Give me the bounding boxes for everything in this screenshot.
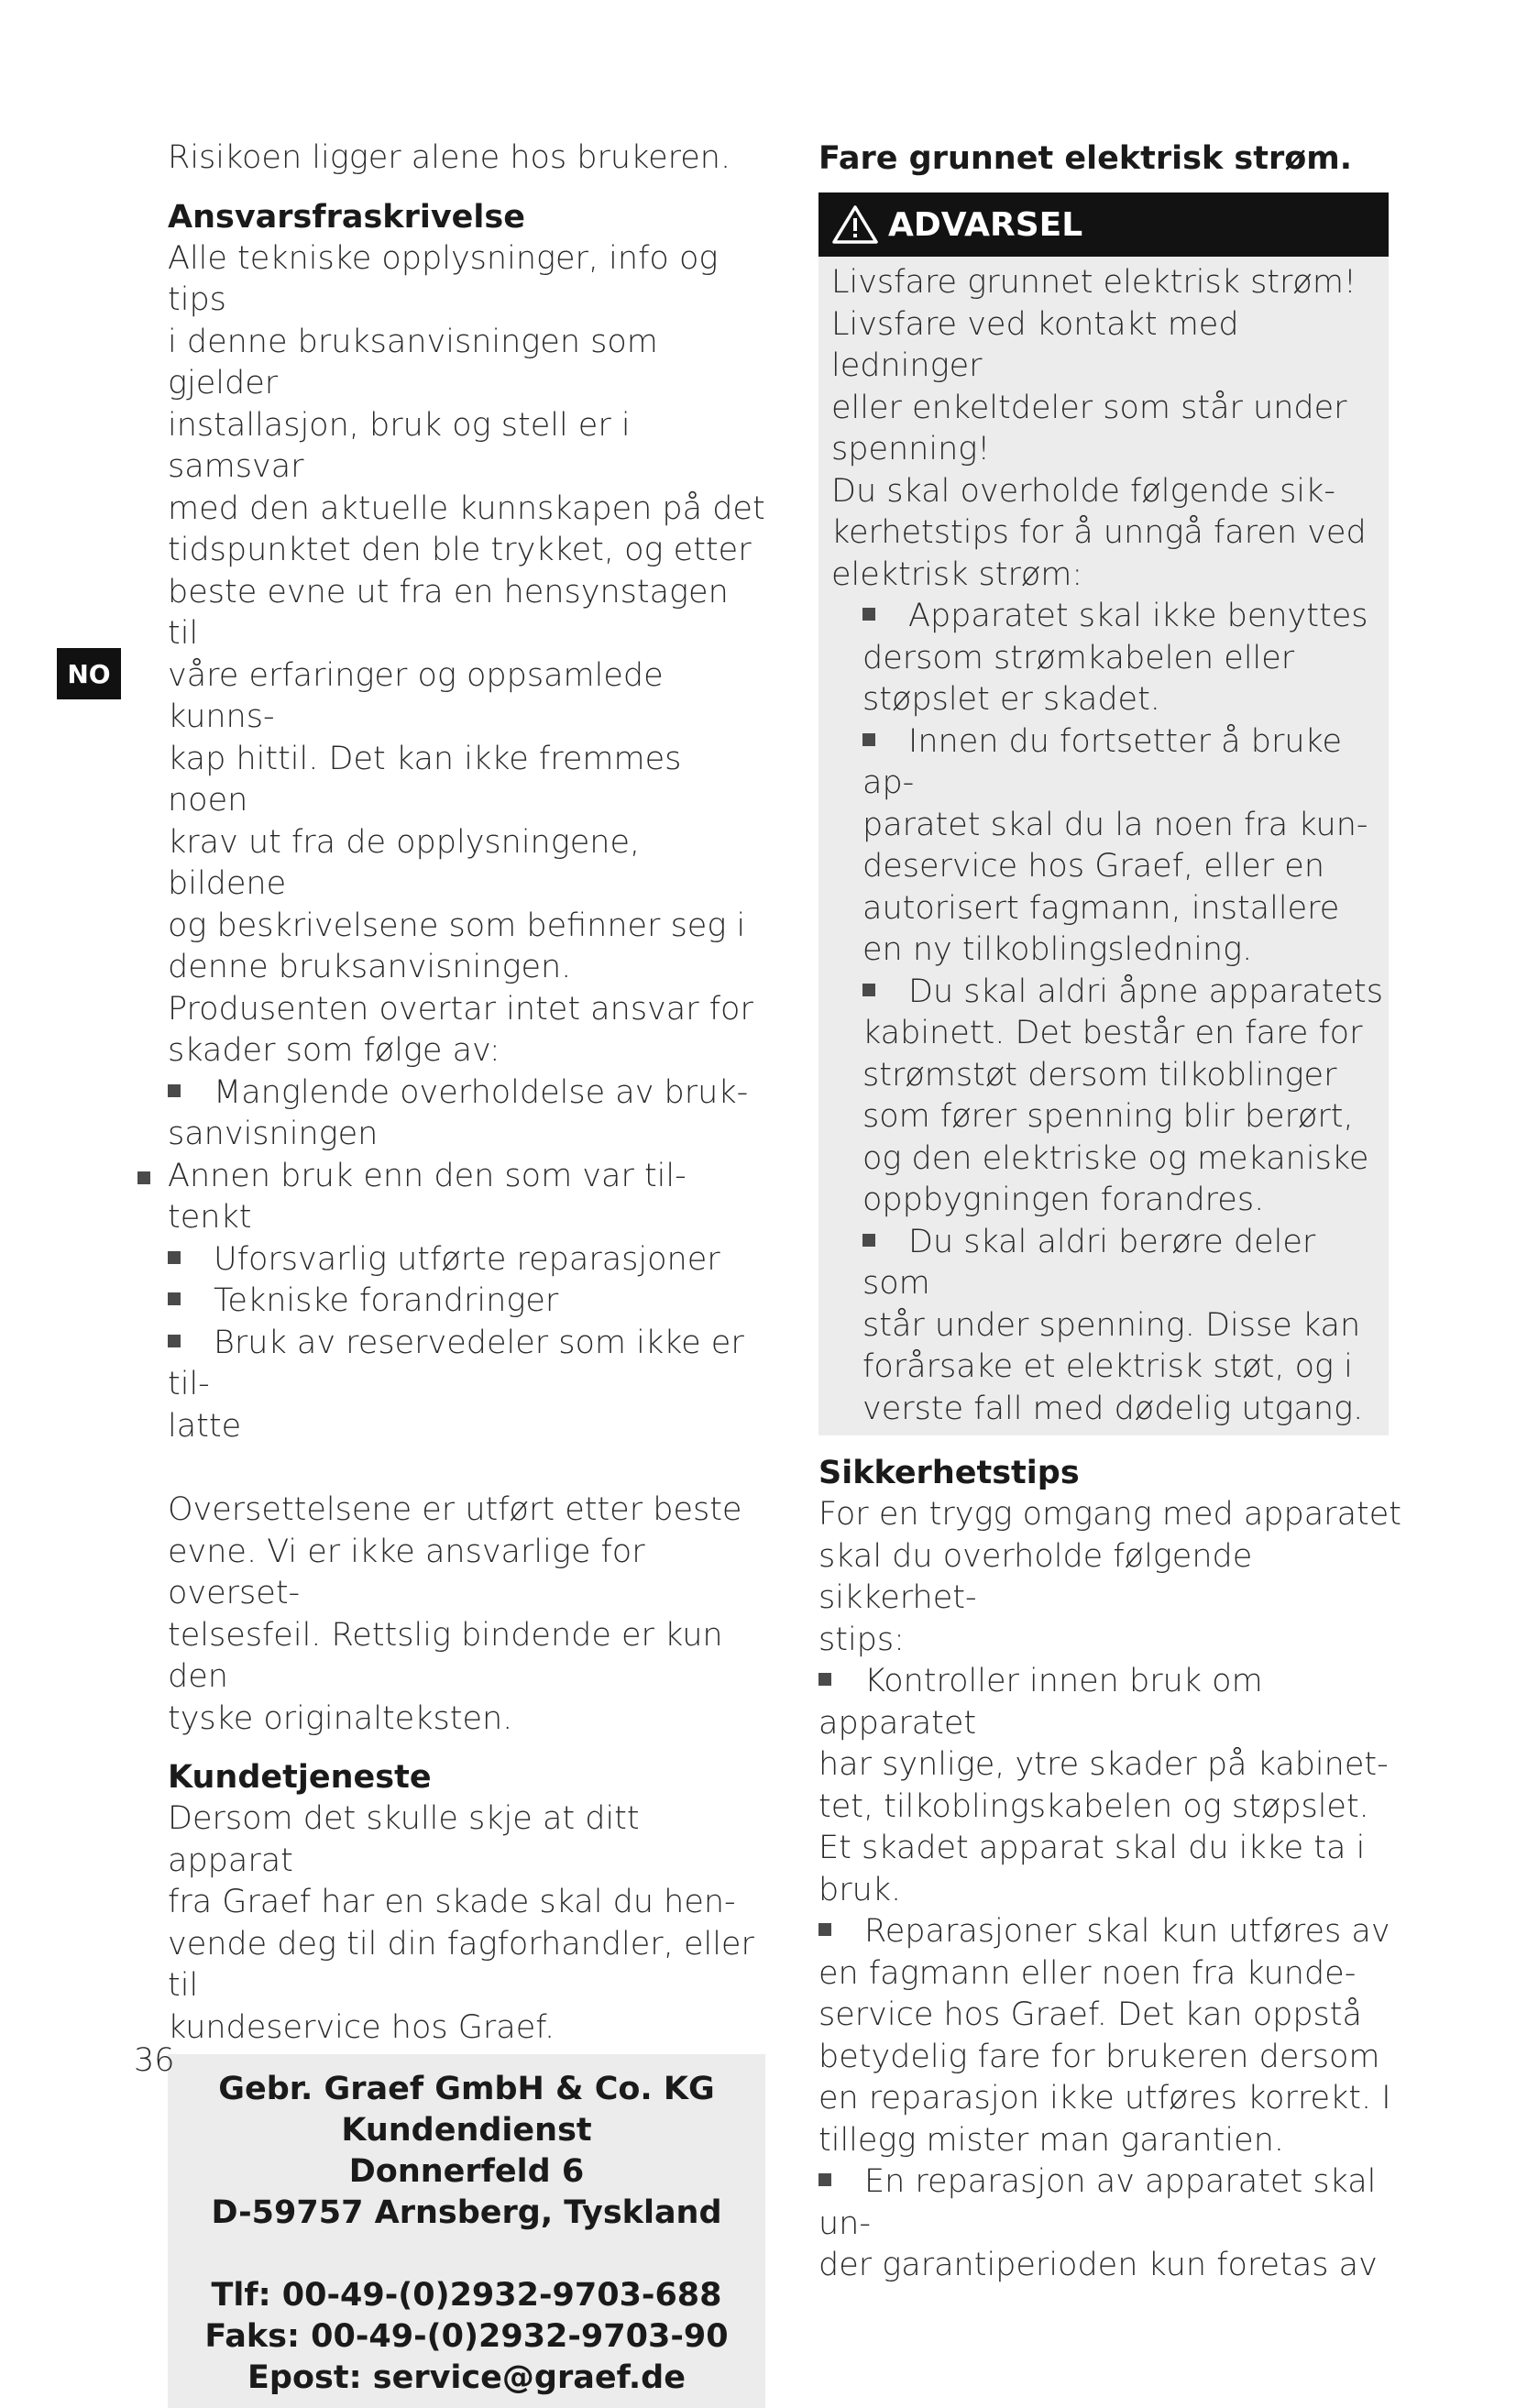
list-item-continued: der garantiperioden kun foretas av <box>818 2247 1378 2283</box>
list-item-continued: som fører spenning blir berørt, <box>862 1098 1354 1135</box>
square-bullet-icon <box>862 1234 875 1247</box>
text-line: beste evne ut fra en hensynstagen til <box>168 573 729 652</box>
disclaimer-heading: Ansvarsfraskrivelse <box>168 198 525 236</box>
list-item-continued: betydelig fare for brukeren dersom <box>818 2038 1380 2075</box>
list-item-continued: deservice hos Graef, eller en <box>862 848 1325 885</box>
phone-number: Tlf: 00-49-(0)2932-9703-688 <box>211 2277 722 2314</box>
warning-triangle-icon <box>831 204 879 245</box>
square-bullet-icon <box>818 1923 831 1936</box>
page-number: 36 <box>134 2042 175 2079</box>
danger-heading: Fare grunnet elektrisk strøm. <box>818 140 1353 177</box>
warning-body <box>818 257 1389 1435</box>
list-item: En reparasjon av apparatet skal un- <box>818 2163 1377 2242</box>
text-line: denne bruksanvisningen. <box>168 949 572 985</box>
service-heading: Kundetjeneste <box>168 1759 432 1796</box>
list-item-continued: forårsake et elektrisk støt, og i <box>862 1348 1353 1385</box>
email-address[interactable]: Epost: service@graef.de <box>247 2359 686 2396</box>
list-item-continued: strømstøt dersom tilkoblinger <box>862 1056 1337 1094</box>
list-item: Kontroller innen bruk om apparatet <box>818 1663 1263 1742</box>
text-line: krav ut fra de opplysningene, bildene <box>168 823 641 902</box>
list-item: Bruk av reservedeler som ikke er til- <box>168 1324 744 1402</box>
warning-box <box>818 192 1389 1435</box>
translation-note <box>168 1490 765 1740</box>
square-bullet-icon <box>168 1335 181 1347</box>
list-item-continued: oppbygningen forandres. <box>862 1182 1265 1218</box>
square-bullet-icon <box>168 1251 181 1264</box>
square-bullet-icon <box>137 1171 150 1184</box>
list-item-continued: dersom strømkabelen eller <box>862 639 1295 676</box>
text-line: telsesfeil. Rettslig bindende er kun den <box>168 1616 723 1695</box>
list-item-continued: paratet skal du la noen fra kun- <box>862 806 1368 843</box>
left-column <box>168 137 765 2408</box>
text-line: fra Graef har en skade skal du hen- <box>168 1884 736 1920</box>
list-item-continued: og den elektriske og mekaniske <box>862 1139 1369 1177</box>
list-item-continued: en reparasjon ikke utføres korrekt. I <box>818 2080 1391 2117</box>
list-item-continued: autorisert fagmann, installere <box>862 889 1340 927</box>
text-line: våre erfaringer og oppsamlede kunns- <box>168 656 664 735</box>
liability-list <box>168 1072 765 1448</box>
text-line: Livsfare ved kontakt med ledninger <box>831 305 1239 384</box>
text-line: Dersom det skulle skje at ditt apparat <box>168 1800 640 1879</box>
square-bullet-icon <box>862 733 875 746</box>
text-line: vende deg til din fagforhandler, eller til <box>168 1925 754 2004</box>
list-item: Reparasjoner skal kun utføres av <box>818 1911 1414 1953</box>
city-address: D-59757 Arnsberg, Tyskland <box>211 2194 722 2231</box>
text-line: kap hittil. Det kan ikke fremmes noen <box>168 740 682 819</box>
square-bullet-icon <box>168 1084 181 1097</box>
safety-heading: Sikkerhetstips <box>818 1455 1080 1491</box>
text-line: eller enkeltdeler som står under <box>831 389 1347 426</box>
list-item-continued: tet, tilkoblingskabelen og støpslet. <box>818 1787 1369 1825</box>
list-item-continued: verste fall med dødelig utgang. <box>862 1390 1364 1427</box>
safety-intro <box>818 1494 1414 1661</box>
text-line: Du skal overholde følgende sik- <box>831 472 1335 510</box>
text-line: Alle tekniske opplysninger, info og tips <box>168 239 719 318</box>
square-bullet-icon <box>862 608 875 621</box>
safety-list <box>818 1661 1414 2287</box>
text-line: installasjon, bruk og stell er i samsvar <box>168 406 631 485</box>
text-line: Livsfare grunnet elektrisk strøm! <box>831 264 1357 301</box>
fax-number: Faks: 00-49-(0)2932-9703-90 <box>204 2318 729 2355</box>
square-bullet-icon <box>818 2173 831 2186</box>
list-item: Annen bruk enn den som var til- <box>168 1156 765 1198</box>
list-item: Uforsvarlig utførte reparasjoner <box>168 1239 765 1281</box>
list-item-continued: Et skadet apparat skal du ikke ta i <box>818 1830 1366 1866</box>
disclaimer-body <box>168 238 765 1072</box>
list-item-continued: støpslet er skadet. <box>862 681 1160 718</box>
text-line: elektrisk strøm: <box>831 555 1083 593</box>
list-item: Manglende overholdelse av bruk- <box>168 1072 765 1115</box>
text-line: i denne bruksanvisningen som gjelder <box>168 323 658 401</box>
list-item-continued: kabinett. Det består en fare for <box>862 1015 1363 1051</box>
list-item-continued: står under spenning. Disse kan <box>862 1306 1361 1344</box>
list-item-continued: tillegg mister man garantien. <box>818 2121 1284 2159</box>
text-line: med den aktuelle kunnskapen på det <box>168 489 765 527</box>
list-item-continued: tenkt <box>168 1199 252 1236</box>
square-bullet-icon <box>168 1292 181 1305</box>
service-body <box>168 1798 765 2049</box>
text-line: evne. Vi er ikke ansvarlige for overset- <box>168 1533 645 1611</box>
text-line: skal du overholde følgende sikkerhet- <box>818 1537 1253 1616</box>
list-item-continued: latte <box>168 1407 242 1445</box>
text-line: og beskrivelsene som befinner seg i <box>168 907 746 944</box>
text-line: tyske originalteksten. <box>168 1699 513 1737</box>
square-bullet-icon <box>862 984 875 996</box>
text-line: skader som følge av: <box>168 1032 500 1069</box>
list-item-continued: bruk. <box>818 1871 902 1908</box>
text-line: spenning! <box>831 431 991 467</box>
text-line: stips: <box>818 1621 905 1658</box>
intro-text: Risikoen ligger alene hos brukeren. <box>168 139 731 176</box>
warning-header <box>818 192 1389 257</box>
department: Kundendienst <box>341 2112 592 2149</box>
list-item-continued: har synlige, ytre skader på kabinet- <box>818 1746 1389 1783</box>
list-item: Apparatet skal ikke benyttes <box>862 596 1389 638</box>
company-name: Gebr. Graef GmbH & Co. KG <box>218 2071 715 2107</box>
text-line: kundeservice hos Graef. <box>168 2008 555 2046</box>
list-item: Du skal aldri berøre deler som <box>862 1223 1316 1302</box>
right-column <box>818 137 1414 2287</box>
list-item-continued: sanvisningen <box>168 1116 379 1152</box>
text-line: Produsenten overtar intet ansvar for <box>168 990 753 1028</box>
language-tab: NO <box>57 648 121 699</box>
list-item: Innen du fortsetter å bruke ap- <box>862 722 1343 801</box>
list-item-continued: service hos Graef. Det kan oppstå <box>818 1996 1362 2033</box>
list-item-continued: en ny tilkoblingsledning. <box>862 931 1253 968</box>
warning-label: ADVARSEL <box>888 205 1083 244</box>
text-line: Oversettelsene er utført etter beste <box>168 1491 742 1528</box>
street-address: Donnerfeld 6 <box>348 2153 585 2190</box>
contact-box <box>168 2054 765 2408</box>
text-line: tidspunktet den ble trykket, og etter <box>168 532 752 568</box>
text-line: kerhetstips for å unngå faren ved <box>831 514 1367 551</box>
list-item: Tekniske forandringer <box>168 1281 765 1323</box>
list-item: Du skal aldri åpne apparatets <box>862 972 1389 1014</box>
warning-list <box>831 596 1389 1430</box>
square-bullet-icon <box>818 1673 831 1686</box>
text-line: For en trygg omgang med apparatet <box>818 1496 1401 1533</box>
list-item-continued: en fagmann eller noen fra kunde- <box>818 1954 1357 1992</box>
